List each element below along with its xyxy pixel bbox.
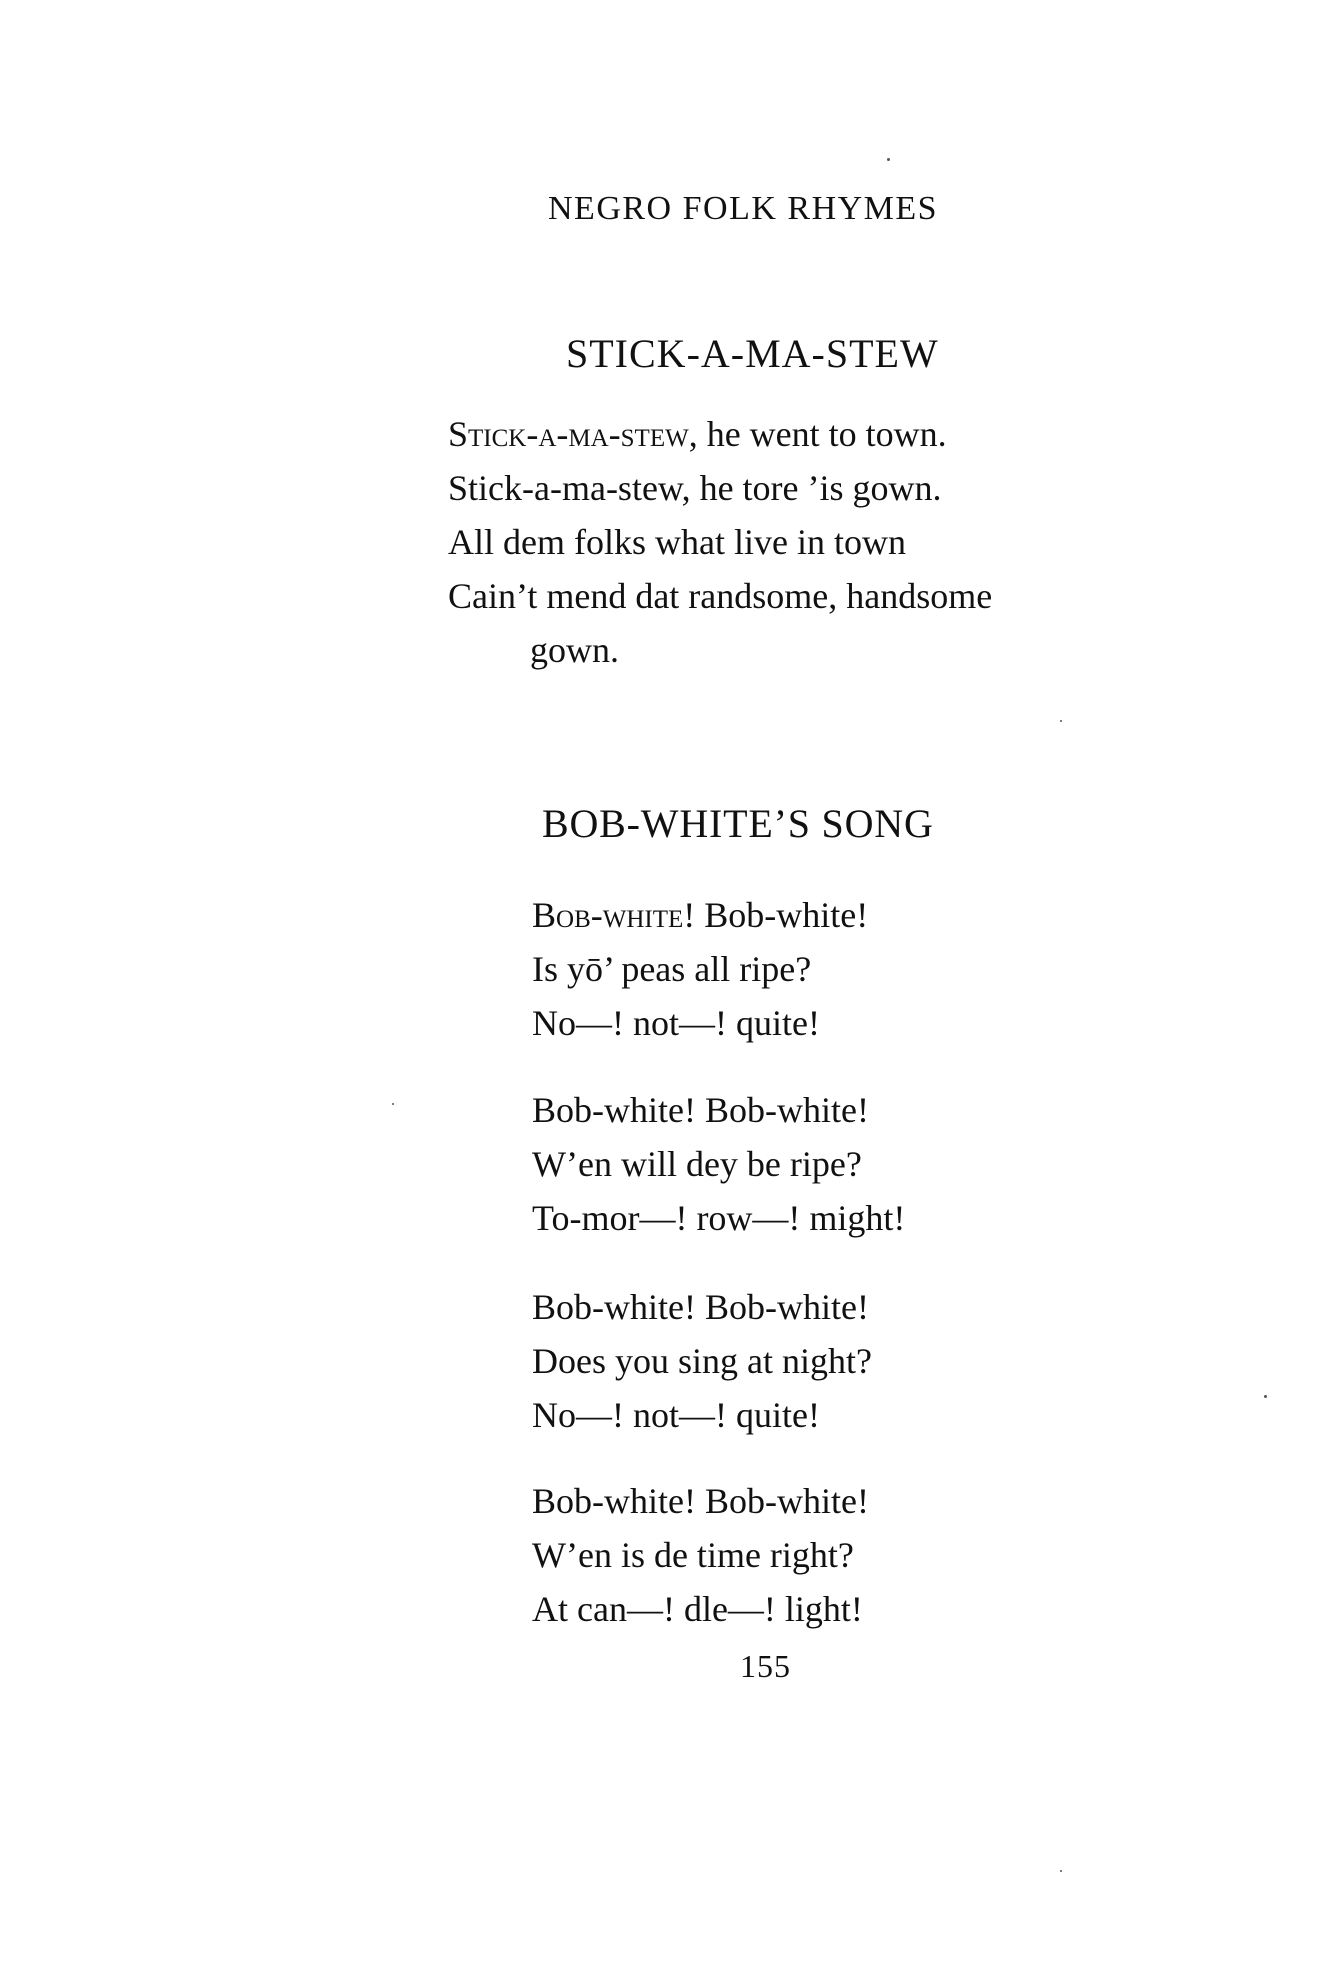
scan-speck [887,158,890,161]
poem-line: Is yō’ peas all ripe? [532,949,812,989]
running-head: NEGRO FOLK RHYMES [548,190,939,227]
poem-line: To-mor—! row—! might! [532,1198,906,1238]
stanza [532,888,868,1050]
scan-speck [392,1103,394,1105]
scan-speck [1264,1395,1267,1398]
stanza [532,1083,905,1245]
poem-line: Does you sing at night? [532,1341,872,1381]
poem-line: At can—! dle—! light! [532,1589,863,1629]
scan-speck [1060,720,1062,722]
poem-title-bob-whites-song: BOB-WHITE’S SONG [542,801,934,846]
poem-line-lead: Bob-white [532,895,684,935]
poem-line: No—! not—! quite! [532,1395,820,1435]
poem-line-continuation: gown. [530,630,619,670]
stanza [532,1280,872,1442]
poem-line [532,888,868,942]
poem-line: Cain’t mend dat randsome, handsome [448,576,993,616]
poem-title-stick-a-ma-stew: STICK-A-MA-STEW [566,331,939,376]
poem-line: All dem folks what live in town [448,522,906,562]
poem-line [448,407,992,461]
page-number: 155 [740,1648,791,1684]
poem-stick-a-ma-stew [448,407,992,677]
poem-line: W’en is de time right? [532,1535,854,1575]
poem-line: W’en will dey be ripe? [532,1144,862,1184]
poem-line-rest: ! Bob-white! [683,895,869,935]
poem-line: No—! not—! quite! [532,1003,820,1043]
scan-speck [1060,1870,1062,1872]
stanza [532,1474,869,1636]
poem-line: Bob-white! Bob-white! [532,1287,869,1327]
poem-line: Stick-a-ma-stew, he tore ’is gown. [448,468,942,508]
poem-line-lead: Stick-a-ma-stew, [448,414,698,454]
poem-line: Bob-white! Bob-white! [532,1090,869,1130]
poem-line: Bob-white! Bob-white! [532,1481,869,1521]
poem-line-rest: he went to town. [697,414,947,454]
